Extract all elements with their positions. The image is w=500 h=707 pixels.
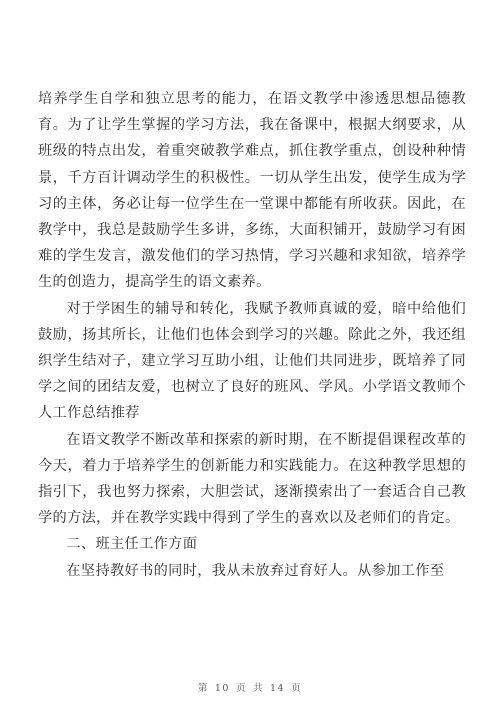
paragraph-teaching-reform: 在语文教学不断改革和探索的新时期，在不断提倡课程改革的今天，着力于培养学生的创新能力和实践能力。在这种教学思想的指引下，我也努力探索，大胆尝试，逐渐摸索出了一套适合自己教学的方法，并在教学实践中得到了学生的喜欢以及老师们的肯定。 xyxy=(38,431,466,527)
paragraph-struggling-students: 对于学困生的辅导和转化，我赋予教师真诚的爱，暗中给他们鼓励，扬其所长，让他们也体会到学习的兴趣。除此之外，我还组织学生结对子，建立学习互助小组，让他们共同进步，既培养了同学之间的团结友爱，也树立了良好的班风、学风。小学语文教师个人工作总结推荐 xyxy=(38,300,466,422)
footer-total-prefix: 共 xyxy=(253,683,265,694)
footer-total-unit: 页 xyxy=(291,683,303,694)
section-heading-class-teacher: 二、班主任工作方面 xyxy=(66,536,198,553)
footer-current-page: 10 xyxy=(214,683,230,694)
paragraph-continuation: 培养学生自学和独立思考的能力，在语文教学中渗透思想品德教育。为了让学生掌握的学习方法，我在备课中，根据大纲要求，从班级的特点出发，着重突破教学难点，抓住教学重点，创设种种情景，千方百计调动学生的积极性。一切从学生出发，使学生成为学习的主体，务必让每一位学生在一堂课中都能有所收获。因此，在教学中，我总是鼓励学生多讲，多练，大面积铺开，鼓励学习有困难的学生发言，激发他们的学习热情，学习兴趣和求知欲，培养学生的创造力，提高学生的语文素养。 xyxy=(38,91,466,291)
footer-page-unit: 页 xyxy=(235,683,247,694)
body-text xyxy=(38,86,466,584)
page-footer xyxy=(0,680,500,694)
footer-total-pages: 14 xyxy=(270,683,286,694)
paragraph-class-teacher-start: 在坚持教好书的同时，我从未放弃过育好人。从参加工作至 xyxy=(66,562,445,579)
footer-prefix: 第 xyxy=(197,683,209,694)
